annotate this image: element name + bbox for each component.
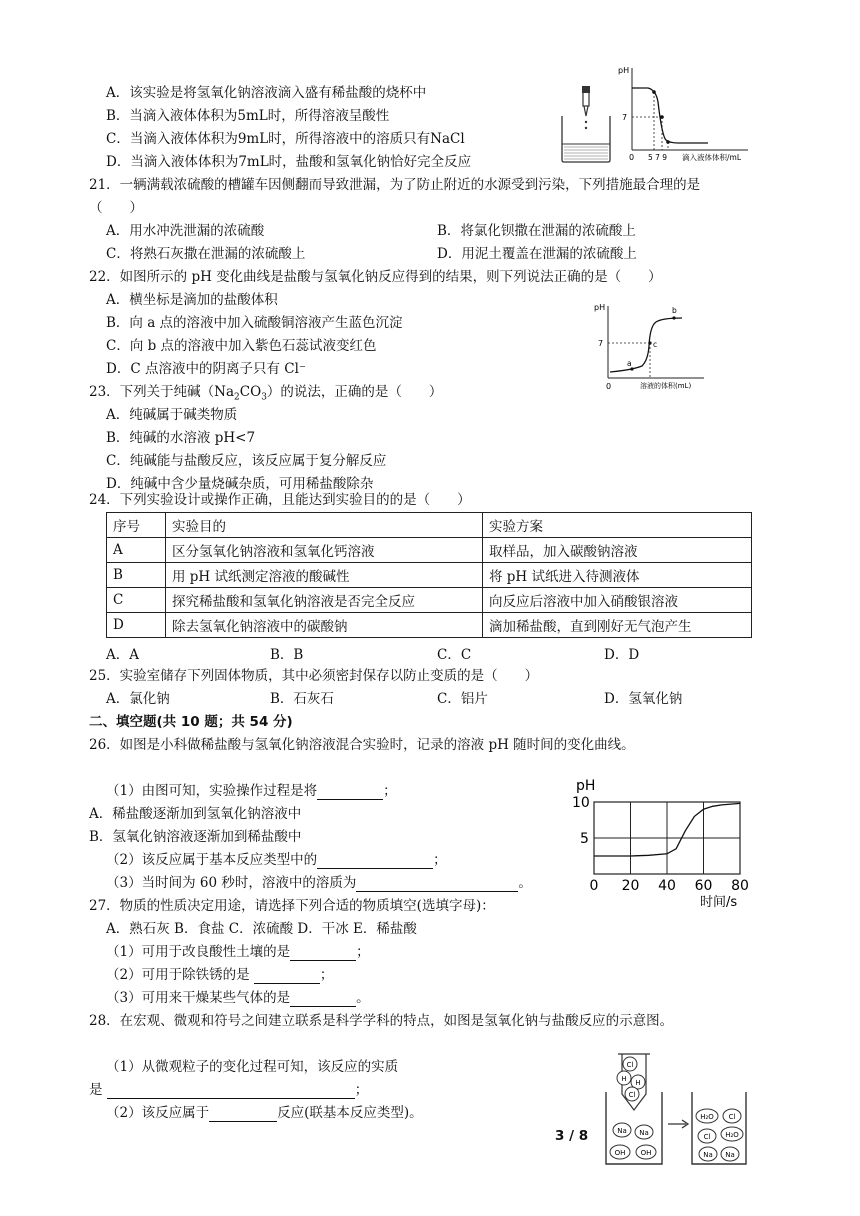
table-cell: 除去氢氧化钠溶液中的碳酸钠 [166,613,483,638]
q28-sub-1-line2: 是 ； [89,1082,369,1098]
q22-option-d: D．C 点溶液中的阴离子只有 Cl⁻ [106,361,307,377]
q25-option-b: B．石灰石 [270,691,334,707]
q20-ph-graph [618,62,758,166]
answer-blank[interactable] [317,854,433,869]
table-row [107,588,752,613]
table-cell: 滴加稀盐酸，直到刚好无气泡产生 [483,613,752,638]
q22-graph-y7: 7 [598,339,604,348]
ion-cl: Cl [628,1091,636,1099]
q22-ph-graph [592,298,712,394]
q28-sub-1: （1）从微观粒子的变化过程可知，该反应的实质 [106,1059,399,1075]
chart-xlabel: 时间/s [700,895,738,910]
q27-sub-1: （1）可用于改良酸性土壤的是 ； [106,944,370,960]
q25-option-d: D．氢氧化钠 [604,691,683,707]
table-cell: 取样品，加入碳酸钠溶液 [483,538,752,563]
chart-xtick: 20 [621,878,640,894]
q23-option-a: A．纯碱属于碱类物质 [106,407,238,423]
q22-stem: 22．如图所示的 pH 变化曲线是盐酸与氢氧化钠反应得到的结果，则下列说法正确的是（ ） [89,269,662,285]
ion-na: Na [639,1129,649,1137]
q26-option-a: A．稀盐酸逐渐加到氢氧化钠溶液中 [89,806,302,822]
table-header-cell: 序号 [107,513,166,538]
chart-ylabel: pH [576,778,596,794]
q20-graph-xticks: 5 7 9 [648,153,668,162]
table-cell: 将 pH 试纸进入待测液体 [483,563,752,588]
answer-blank[interactable] [209,1107,277,1122]
table-row [107,613,752,638]
ion-cl: Cl [626,1061,634,1069]
table-header-cell: 实验目的 [166,513,483,538]
table-cell: C [107,588,166,613]
q22-graph-ylabel: pH [594,303,606,312]
ion-na: Na [725,1151,735,1159]
ion-na: Na [617,1127,627,1135]
section-heading: 二、填空题(共 10 题；共 54 分) [89,714,293,730]
q27-options: A．熟石灰 B．食盐 C．浓硫酸 D．干冰 E．稀盐酸 [106,921,417,937]
q21-option-c: C．将熟石灰撒在泄漏的浓硫酸上 [106,246,306,262]
q22-graph-xlabel: 溶液的体积(mL) [640,382,692,390]
table-cell: 探究稀盐酸和氢氧化钠溶液是否完全反应 [166,588,483,613]
ion-h: H [635,1079,641,1087]
table-row [107,538,752,563]
molecule-h2o: H₂O [725,1131,739,1139]
page-number: 3 / 8 [555,1128,589,1144]
answer-blank[interactable] [356,877,518,892]
chart-ytick-10: 10 [572,795,590,811]
chart-xtick: 0 [589,878,599,894]
q21-option-b: B．将氯化钡撒在泄漏的浓硫酸上 [437,223,636,239]
table-cell: B [107,563,166,588]
chart-xtick: 80 [731,878,749,894]
neutralization-diagram [600,1052,750,1168]
q24-option-d: D．D [604,647,640,663]
ion-h: H [621,1075,627,1083]
q20-graph-xlabel: 滴入液体体积/mL [682,153,742,162]
q22-graph-x0: 0 [606,382,612,391]
q20-graph-y7: 7 [622,113,628,122]
q22-option-a: A．横坐标是滴加的盐酸体积 [106,292,278,308]
table-cell: 用 pH 试纸测定溶液的酸碱性 [166,563,483,588]
table-cell: 区分氢氧化钠溶液和氢氧化钙溶液 [166,538,483,563]
q20-option-d: D．当滴入液体体积为7mL时，盐酸和氢氧化钠恰好完全反应 [106,154,472,170]
q20-graph-ylabel: pH [618,66,630,75]
table-cell: D [107,613,166,638]
q27-sub-3: （3）可用来干燥某些气体的是 。 [106,990,370,1006]
table-row [107,563,752,588]
q28-stem: 28．在宏观、微观和符号之间建立联系是科学学科的特点，如图是氢氧化钠与盐酸反应的示意图。 [89,1013,674,1029]
q26-stem: 26．如图是小科做稀盐酸与氢氧化钠溶液混合实验时，记录的溶液 pH 随时间的变化曲线。 [89,737,635,753]
q23-option-b: B．纯碱的水溶液 pH<7 [106,430,256,446]
q24-table [106,512,752,638]
q22-option-b: B．向 a 点的溶液中加入硫酸铜溶液产生蓝色沉淀 [106,315,403,331]
table-cell: A [107,538,166,563]
chart-grid [594,802,740,874]
q22-option-c: C．向 b 点的溶液中加入紫色石蕊试液变红色 [106,338,377,354]
q26-sub-1: （1）由图可知，实验操作过程是将 ； [106,783,397,799]
ion-oh: OH [614,1149,626,1157]
q23-option-c: C．纯碱能与盐酸反应，该反应属于复分解反应 [106,453,387,469]
q24-option-c: C．C [437,647,472,663]
q22-point-b: b [672,306,677,315]
ion-cl: Cl [728,1113,736,1121]
chart-xticks [590,878,749,894]
q26-option-b: B．氢氧化钠溶液逐渐加到稀盐酸中 [89,829,302,845]
answer-blank[interactable] [290,992,356,1007]
q26-ph-time-chart [572,770,762,910]
ion-oh: OH [640,1149,652,1157]
q23-stem: 23．下列关于纯碱$(Na_2CO_3)$的说法，正确的是（ ） [89,384,443,403]
q23-option-d: D．纯碱中含少量烧碱杂质，可用稀盐酸除杂 [106,476,374,492]
q22-point-c: c [653,340,658,349]
q27-stem: 27．物质的性质决定用途，请选择下列合适的物质填空(选填字母)： [89,898,495,914]
q21-option-a: A．用水冲洗泄漏的浓硫酸 [106,223,265,239]
q21-stem: 21．一辆满载浓硫酸的槽罐车因侧翻而导致泄漏，为了防止附近的水源受到污染，下列措施最合理的是 [89,177,701,193]
table-header-cell: 实验方案 [483,513,752,538]
q20-option-c: C．当滴入液体体积为9mL时，所得溶液中的溶质只有NaCl [106,131,465,147]
chart-ytick-5: 5 [580,831,589,847]
q25-stem: 25．实验室储存下列固体物质，其中必须密封保存以防止变质的是（ ） [89,668,539,684]
ion-na: Na [703,1151,713,1159]
q26-sub-2: （2）该反应属于基本反应类型中的 ； [106,852,447,868]
q26-sub-3: （3）当时间为 60 秒时，溶液中的溶质为 。 [106,875,532,891]
q22-point-a: a [627,359,632,368]
molecule-h2o: H₂O [700,1113,714,1121]
q24-stem: 24．下列实验设计或操作正确，且能达到实验目的的是（ ） [89,492,471,508]
q20-option-a: A．该实验是将氢氧化钠溶液滴入盛有稀盐酸的烧杯中 [106,85,427,101]
q21-option-d: D．用泥土覆盖在泄漏的浓硫酸上 [437,246,637,262]
beaker-dropper-figure [556,86,618,166]
answer-blank[interactable] [317,785,383,800]
q21-paren: （ ） [89,200,143,216]
ion-cl: Cl [703,1133,711,1141]
table-header-row [107,513,752,538]
q20-graph-x0: 0 [629,153,635,162]
q24-option-a: A．A [106,647,139,663]
answer-blank[interactable] [290,946,356,961]
answer-blank[interactable] [107,1084,355,1099]
q28-sub-2: （2）该反应属于 反应(联基本反应类型)。 [106,1105,423,1121]
q25-option-c: C．铝片 [437,691,488,707]
q27-sub-2: （2）可用于除铁锈的是 ； [106,967,334,983]
answer-blank[interactable] [254,969,320,984]
q20-option-b: B．当滴入液体体积为5mL时，所得溶液呈酸性 [106,108,390,124]
chart-xtick: 60 [694,878,713,894]
q24-option-b: B．B [270,647,304,663]
q25-option-a: A．氯化钠 [106,691,170,707]
table-cell: 向反应后溶液中加入硝酸银溶液 [483,588,752,613]
chart-xtick: 40 [658,878,676,894]
